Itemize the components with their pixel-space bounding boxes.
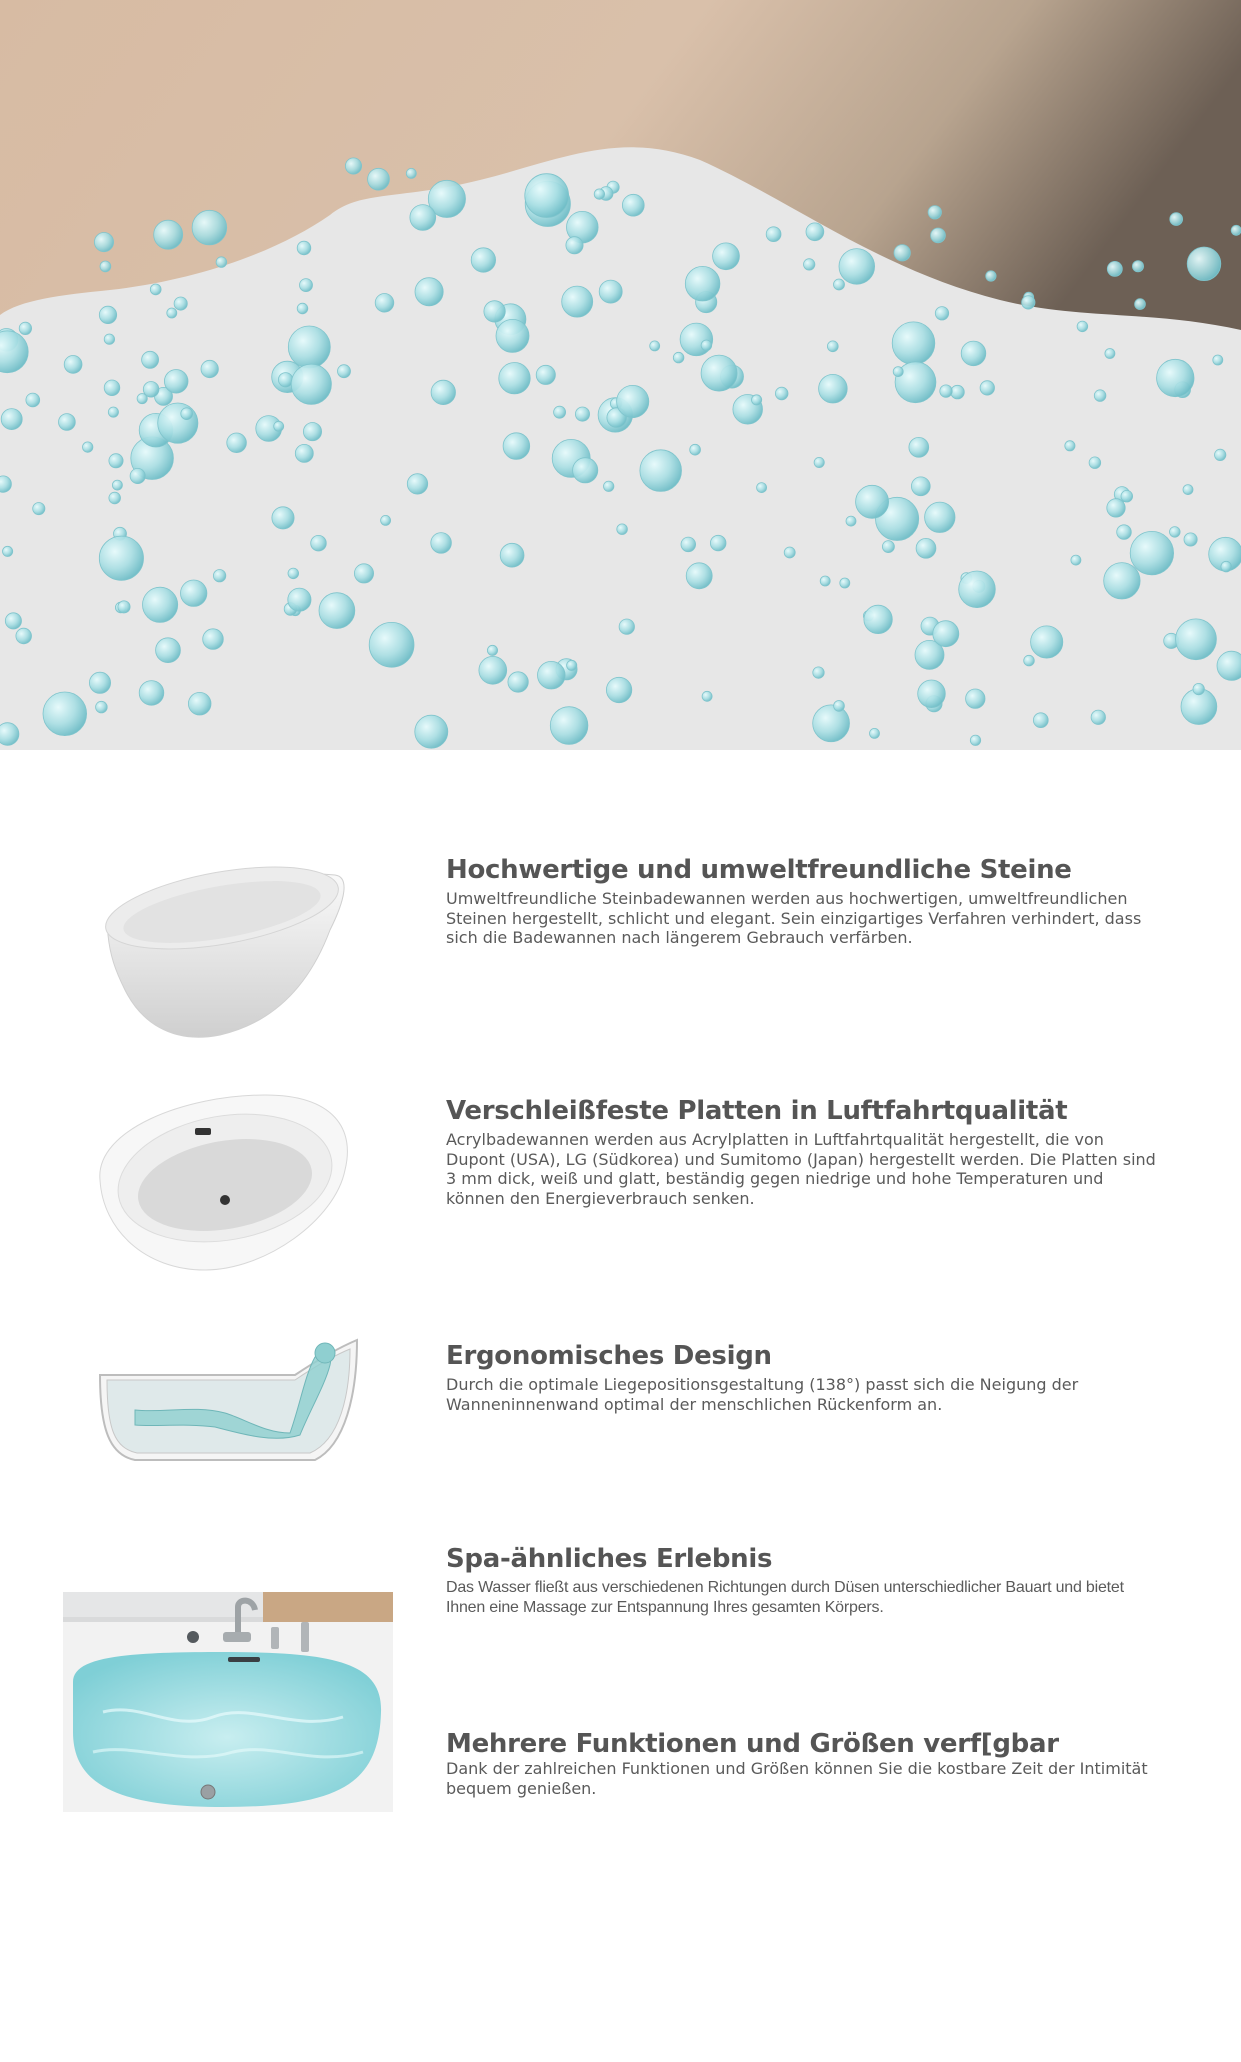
- bubble: [784, 547, 795, 558]
- bubble: [757, 483, 767, 493]
- ergonomic-bathtub-image: [95, 1335, 360, 1465]
- bubble: [650, 341, 660, 351]
- bubble: [174, 297, 187, 310]
- bubble: [804, 259, 815, 270]
- bubble: [0, 723, 19, 746]
- bubble: [1094, 390, 1106, 402]
- bubble: [1031, 626, 1063, 658]
- bubble: [431, 533, 452, 554]
- feature-title: Spa-ähnliches Erlebnis: [446, 1544, 773, 1574]
- bubble: [550, 707, 588, 745]
- feature-aviation-plates: [446, 1094, 1166, 1208]
- bubble: [274, 421, 284, 431]
- bubble: [406, 168, 416, 178]
- bubble: [1107, 261, 1122, 276]
- bubble: [164, 370, 188, 394]
- bubble: [622, 194, 644, 216]
- bubble: [827, 341, 838, 352]
- bubble: [1215, 449, 1226, 460]
- bubble: [104, 380, 120, 396]
- bubble: [617, 385, 649, 417]
- bubble: [813, 667, 824, 678]
- spa-bathtub-image: [63, 1592, 393, 1812]
- bubble: [1065, 441, 1075, 451]
- bubble: [752, 395, 762, 405]
- bubble: [59, 414, 76, 431]
- bubble: [484, 301, 505, 322]
- bubble: [338, 365, 351, 378]
- bubble: [573, 458, 598, 483]
- bubble: [288, 568, 299, 579]
- bubble: [158, 403, 198, 443]
- bubble: [918, 680, 946, 708]
- bubble: [673, 352, 684, 363]
- bubble: [814, 457, 824, 467]
- bubble: [369, 622, 414, 667]
- hero-banner: [0, 0, 1241, 750]
- bubble: [227, 433, 247, 453]
- bubble: [1089, 457, 1101, 469]
- bubble: [713, 243, 740, 270]
- bubble: [303, 423, 321, 441]
- bubble: [181, 580, 207, 606]
- bubble: [130, 468, 145, 483]
- bubble: [1231, 225, 1241, 235]
- bubble: [143, 587, 178, 622]
- bubble: [554, 406, 566, 418]
- bubble: [203, 629, 224, 650]
- bubble: [1176, 619, 1217, 660]
- bubble: [1033, 713, 1048, 728]
- feature-ergonomic: [446, 1339, 1166, 1414]
- bubble: [686, 563, 712, 589]
- bubble: [500, 543, 524, 567]
- bubble: [1130, 531, 1173, 574]
- bubble: [499, 363, 530, 394]
- bubble: [911, 477, 930, 496]
- bubble: [1091, 710, 1105, 724]
- bubble: [846, 516, 856, 526]
- bubble: [1, 409, 22, 430]
- bubble: [288, 588, 311, 611]
- hero-bubbles-illustration: [0, 0, 1241, 750]
- bubble: [319, 593, 355, 629]
- feature-title: Mehrere Funktionen und Größen verf[gbar: [446, 1729, 1059, 1759]
- bubble: [112, 480, 122, 490]
- bubble: [139, 681, 164, 706]
- bubble: [935, 307, 948, 320]
- bubble: [3, 546, 13, 556]
- bubble: [503, 433, 530, 460]
- feature-functions-sizes: [446, 1727, 1166, 1798]
- bubble: [118, 601, 130, 613]
- bubble: [640, 450, 682, 492]
- bubble: [834, 701, 845, 712]
- bubble: [1183, 485, 1193, 495]
- bubble: [566, 237, 583, 254]
- bubble: [1105, 349, 1115, 359]
- bubble: [496, 319, 529, 352]
- bubble: [1184, 533, 1197, 546]
- bubble: [297, 241, 311, 255]
- bubble: [980, 381, 994, 395]
- bubble: [940, 385, 952, 397]
- bubble: [431, 380, 455, 404]
- bubble: [508, 672, 528, 692]
- bubble: [839, 249, 875, 285]
- bubble: [882, 541, 894, 553]
- bubble: [710, 535, 726, 551]
- bubble: [407, 474, 427, 494]
- bubble: [295, 444, 313, 462]
- bubble: [894, 245, 910, 261]
- bubble: [368, 168, 390, 190]
- bubble: [870, 728, 880, 738]
- bubble: [567, 660, 577, 670]
- bubble: [181, 408, 193, 420]
- bubble: [536, 365, 555, 384]
- bubble: [562, 286, 593, 317]
- bubble: [928, 206, 941, 219]
- bubble: [916, 538, 936, 558]
- bubble: [381, 515, 391, 525]
- bubble: [16, 628, 32, 644]
- bubble: [1135, 299, 1146, 310]
- bubble: [909, 437, 929, 457]
- bubble: [1121, 490, 1133, 502]
- feature-title: Verschleißfeste Platten in Luftfahrtqualität: [446, 1096, 1068, 1126]
- bubble: [606, 677, 631, 702]
- bubble: [951, 385, 965, 399]
- feature-text: Dank der zahlreichen Funktionen und Größen können Sie die kostbare Zeit der Intimität bequem genießen.: [446, 1759, 1148, 1798]
- feature-text: Acrylbadewannen werden aus Acrylplatten in Luftfahrtqualität hergestellt, die von Dupont (USA), LG (Südkorea) und Sumitomo (Japan) hergestellt werden. Die Platten sind 3 mm dick, weiß und glatt, beständig gegen niedrige und hohe Temperaturen und können den Energieverbrauch senken.: [446, 1130, 1156, 1208]
- bubble: [1104, 563, 1140, 599]
- bubble: [1221, 561, 1232, 572]
- bubble: [192, 210, 227, 245]
- bubble: [415, 278, 443, 306]
- bubble: [1193, 683, 1204, 694]
- bubble: [594, 189, 604, 199]
- bubble: [94, 233, 113, 252]
- bubble: [288, 326, 330, 368]
- bubble: [604, 481, 614, 491]
- bubble: [96, 701, 108, 713]
- bubble: [154, 220, 183, 249]
- bubble: [925, 502, 955, 532]
- bubble: [213, 570, 225, 582]
- bubble: [1157, 359, 1194, 396]
- bubble: [619, 619, 634, 634]
- bubble: [813, 705, 850, 742]
- feature-title: Ergonomisches Design: [446, 1341, 772, 1371]
- bubble: [840, 578, 850, 588]
- bubble: [986, 271, 996, 281]
- feature-spa: [446, 1542, 1166, 1617]
- bubble: [1170, 527, 1181, 538]
- bubble: [525, 174, 569, 218]
- bubble: [99, 536, 143, 580]
- bubble: [1071, 555, 1081, 565]
- bubble: [375, 294, 394, 313]
- bubble: [1024, 655, 1035, 666]
- bubble: [933, 621, 959, 647]
- bubble: [690, 444, 701, 455]
- bubble: [834, 279, 845, 290]
- bubble: [819, 374, 848, 403]
- bubble: [970, 735, 980, 745]
- bubble: [410, 205, 436, 231]
- bubble: [966, 689, 985, 708]
- bubble: [1213, 355, 1223, 365]
- bubble: [599, 280, 622, 303]
- acrylic-bathtub-image: [95, 1090, 355, 1280]
- bubble: [487, 645, 497, 655]
- bubble: [19, 322, 31, 334]
- bubble: [89, 672, 110, 693]
- bubble: [104, 334, 114, 344]
- bubble: [775, 387, 788, 400]
- bubble: [701, 355, 737, 391]
- bubble: [864, 605, 892, 633]
- bubble: [83, 442, 93, 452]
- bubble: [1170, 213, 1183, 226]
- bubble: [685, 266, 720, 301]
- bubble: [1077, 321, 1088, 332]
- bubble: [291, 364, 331, 404]
- bubble: [26, 393, 40, 407]
- bubble: [108, 407, 118, 417]
- bubble: [766, 227, 781, 242]
- feature-title: Hochwertige und umweltfreundliche Steine: [446, 855, 1072, 885]
- bubble: [142, 351, 159, 368]
- bubble: [278, 373, 292, 387]
- bubble: [617, 524, 628, 535]
- bubble: [538, 661, 566, 689]
- feature-stone: [446, 853, 1166, 948]
- bubble: [109, 454, 123, 468]
- bubble: [272, 507, 294, 529]
- bubble: [300, 279, 313, 292]
- bubble: [311, 535, 327, 551]
- bubble: [156, 638, 181, 663]
- bubble: [892, 322, 935, 365]
- bubble: [961, 341, 986, 366]
- bubble: [64, 356, 82, 374]
- bubble: [701, 340, 712, 351]
- bubble: [216, 257, 227, 268]
- bubble: [820, 576, 830, 586]
- bubble: [471, 248, 495, 272]
- bubble: [1022, 296, 1035, 309]
- feature-text: Das Wasser fließt aus verschiedenen Richtungen durch Düsen unterschiedlicher Bauart und bietet Ihnen eine Massage zur Entspannung Ihres gesamten Körpers.: [446, 1579, 1124, 1616]
- bubble: [99, 306, 116, 323]
- bubble: [415, 715, 448, 748]
- bubble: [575, 407, 589, 421]
- feature-text: Umweltfreundliche Steinbadewannen werden aus hochwertigen, umweltfreundlichen Steinen hergestellt, schlicht und elegant. Sein einzigartiges Verfahren verhindert, dass sich die Badewannen nach längerem Gebrauch verfärben.: [446, 889, 1142, 947]
- bubble: [143, 382, 159, 398]
- bubble: [931, 228, 946, 243]
- bubble: [1107, 499, 1125, 517]
- bubble: [806, 223, 824, 241]
- bubble: [109, 492, 121, 504]
- bubble: [354, 564, 373, 583]
- bubble: [43, 692, 87, 736]
- bubble: [1187, 247, 1221, 281]
- bubble: [201, 360, 218, 377]
- bubble: [188, 692, 211, 715]
- bubble: [167, 308, 177, 318]
- bubble: [1132, 261, 1143, 272]
- bubble: [297, 303, 308, 314]
- bubble: [959, 571, 996, 608]
- bubble: [479, 656, 507, 684]
- bubble: [681, 537, 696, 552]
- bubble: [100, 261, 111, 272]
- bubble: [345, 158, 361, 174]
- feature-text: Durch die optimale Liegepositionsgestaltung (138°) passt sich die Neigung der Wanneninnenwand optimal der menschlichen Rückenform an.: [446, 1375, 1079, 1414]
- bubble: [33, 503, 45, 515]
- bubble: [856, 485, 889, 518]
- bubble: [1117, 525, 1132, 540]
- stone-bathtub-image: [100, 860, 360, 1050]
- bubble: [702, 691, 712, 701]
- bubble: [5, 613, 21, 629]
- bubble: [150, 284, 161, 295]
- bubble: [893, 367, 903, 377]
